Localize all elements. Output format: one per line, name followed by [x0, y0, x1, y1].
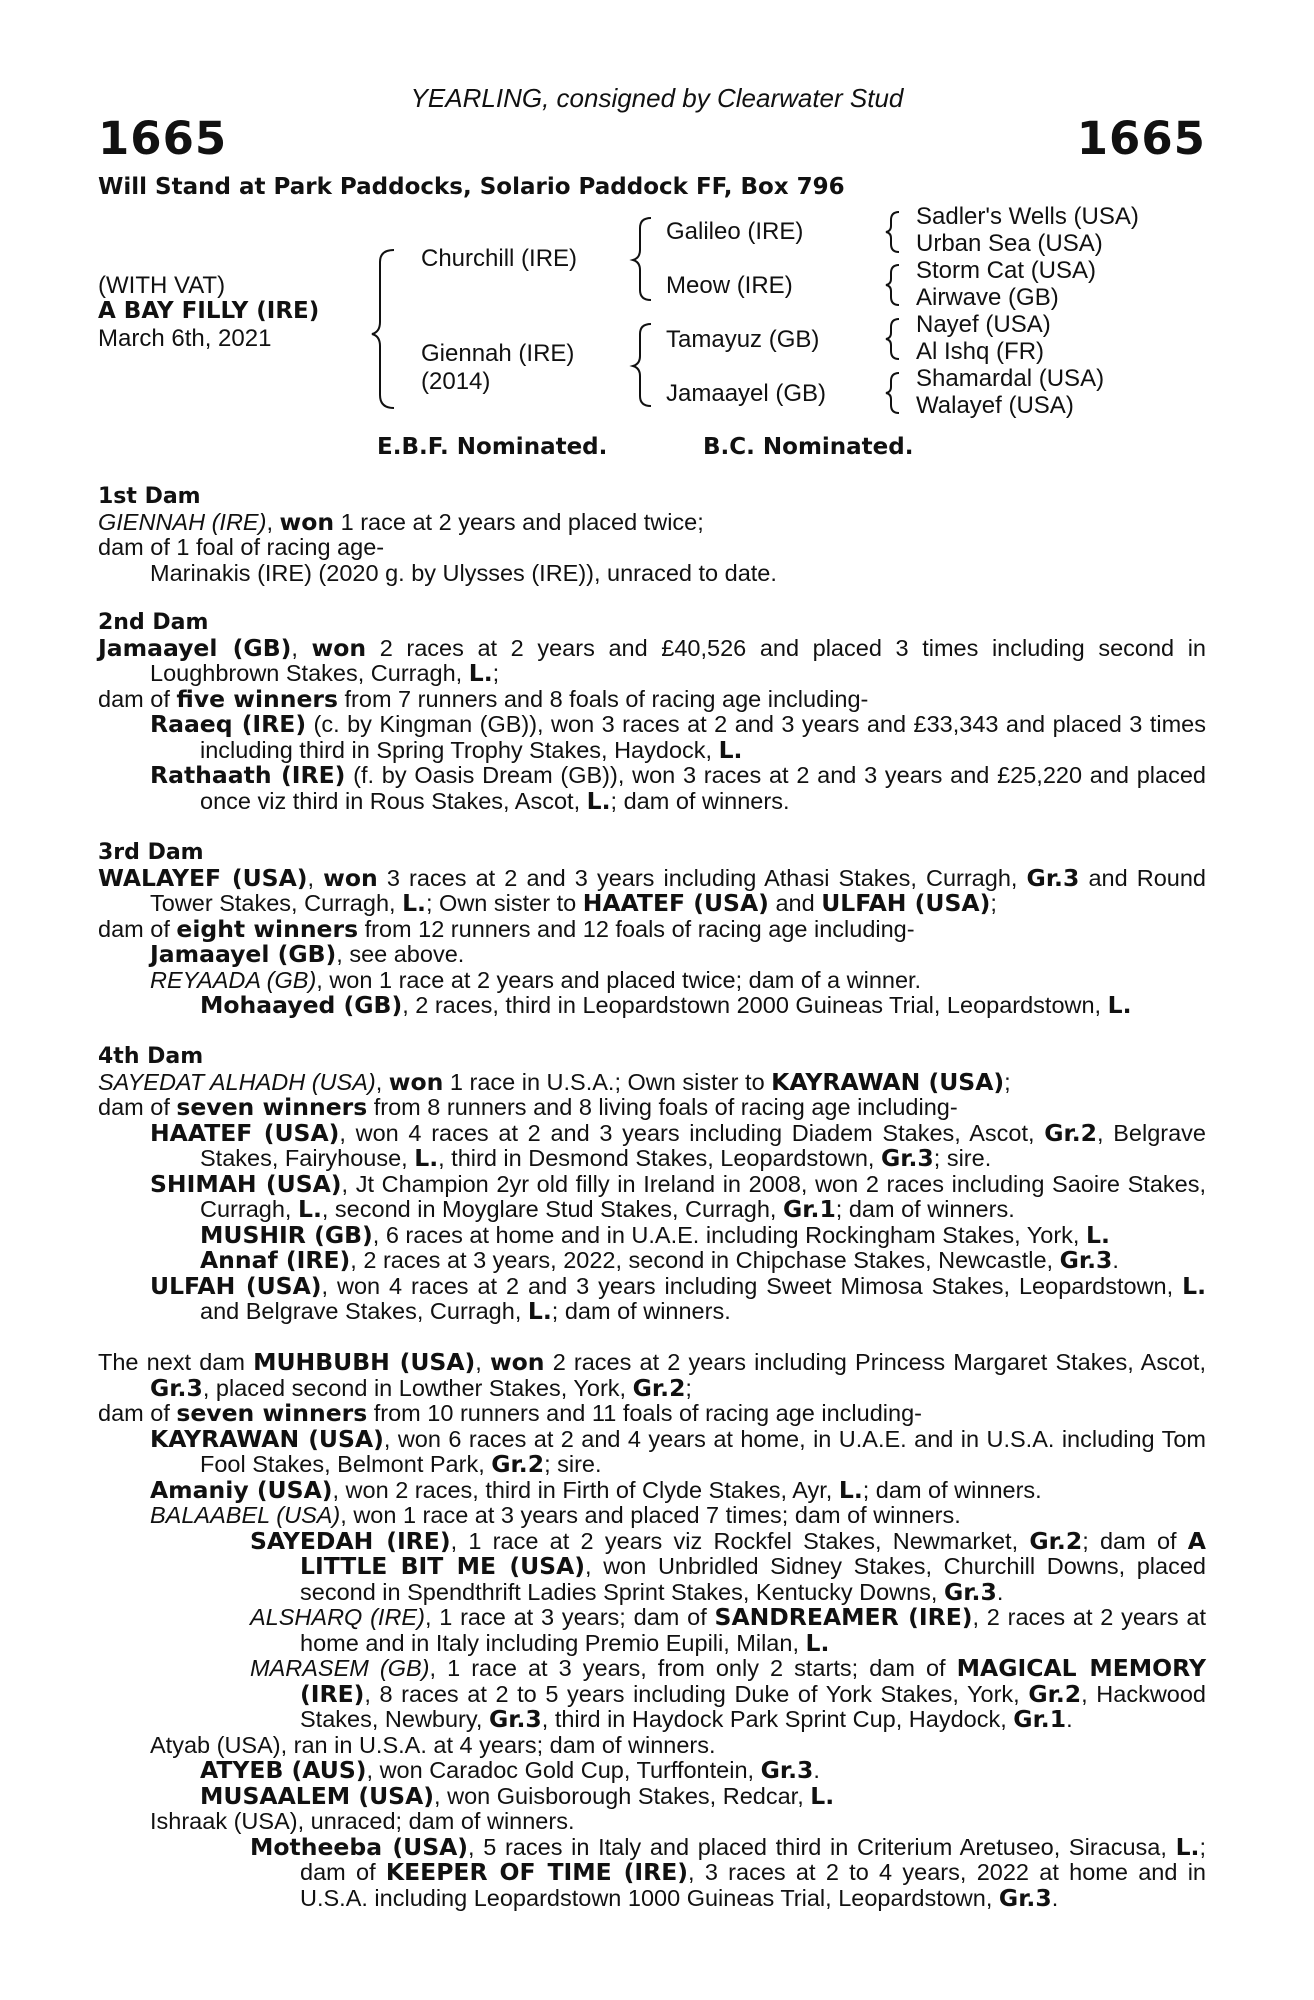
produce-atyeb: ATYEB (AUS), won Caradoc Gold Cup, Turffontein, Gr.3.: [200, 1756, 820, 1784]
first-dam-produce: Marinakis (IRE) (2020 g. by Ulysses (IRE)), unraced to date.: [150, 559, 777, 586]
next-dam-record: The next dam MUHBUBH (USA), won 2 races at 2 years including Princess Margaret Stakes, Ascot, Gr.3, placed second in Lowther Stakes, York, Gr.2;: [98, 1348, 1206, 1402]
produce-kayrawan: KAYRAWAN (USA), won 6 races at 2 and 4 years at home, in U.A.E. and in U.S.A. including Tom Fool Stakes, Belmont Park, Gr.2; sire.: [150, 1424, 1206, 1478]
dam-dam: Jamaayel (GB): [666, 380, 827, 407]
dam-year: (2014): [421, 368, 491, 395]
produce-ulfah: ULFAH (USA), won 4 races at 2 and 3 years including Sweet Mimosa Stakes, Leopardstown, L. and Belgrave Stakes, Curragh, L.; dam of winners.: [150, 1271, 1206, 1325]
produce-sayedah: SAYEDAH (IRE), 1 race at 2 years viz Rockfel Stakes, Newmarket, Gr.2; dam of A LITTLE BIT ME (USA), won Unbridled Sidney Stakes, Churchill Downs, placed second in Spendthrift Ladies Sprint Stakes, Kentucky Downs, Gr.3.: [250, 1526, 1206, 1606]
produce-raaeq: Raaeq (IRE) (c. by Kingman (GB)), won 3 races at 2 and 3 years and £33,343 and placed 3 times including third in Spring Trophy Stakes, Haydock, L.: [150, 710, 1206, 764]
stand-location: Will Stand at Park Paddocks, Solario Paddock FF, Box 796: [98, 174, 845, 200]
gen3-1: Sadler's Wells (USA): [916, 203, 1139, 230]
first-dam-section: [98, 484, 1206, 586]
fourth-dam-heading: 4th Dam: [98, 1044, 204, 1069]
gen3-8: Walayef (USA): [916, 392, 1074, 419]
produce-shimah: SHIMAH (USA), Jt Champion 2yr old filly in Ireland in 2008, won 2 races including Saoire Stakes, Curragh, L., second in Moyglare Stud Stakes, Curragh, Gr.1; dam of winners.: [150, 1169, 1206, 1223]
first-dam-heading: 1st Dam: [98, 484, 201, 509]
produce-amaniy: Amaniy (USA), won 2 races, third in Firth of Clyde Stakes, Ayr, L.; dam of winners.: [150, 1475, 1042, 1504]
third-dam-section: [98, 840, 1206, 1019]
dam-sire: Tamayuz (GB): [666, 326, 820, 353]
gen3-4: Airwave (GB): [916, 284, 1059, 311]
produce-mushir: MUSHIR (GB), 6 races at home and in U.A.E. including Rockingham Stakes, York, L.: [200, 1220, 1110, 1249]
fourth-dam-section: [98, 1044, 1206, 1325]
third-dam-winners: dam of eight winners from 12 runners and 12 foals of racing age including-: [98, 914, 915, 943]
consignment-line: YEARLING, consigned by Clearwater Stud: [410, 83, 904, 113]
second-dam-record: Jamaayel (GB), won 2 races at 2 years and £40,526 and placed 3 times including second in Loughbrown Stakes, Curragh, L.;: [98, 633, 1207, 687]
produce-ishraak: Ishraak (USA), unraced; dam of winners.: [150, 1808, 575, 1834]
ebf-nominated: E.B.F. Nominated.: [377, 434, 608, 460]
second-dam-section: [98, 610, 1206, 814]
vat-note: (WITH VAT): [98, 272, 226, 299]
sire: Churchill (IRE): [421, 245, 578, 272]
first-dam-line: GIENNAH (IRE), won 1 race at 2 years and placed twice;: [98, 507, 704, 536]
gen3-3: Storm Cat (USA): [916, 257, 1097, 284]
bc-nominated: B.C. Nominated.: [703, 434, 914, 460]
produce-jamaayel: Jamaayel (GB), see above.: [150, 940, 465, 968]
first-dam-foals: dam of 1 foal of racing age-: [98, 534, 385, 560]
sire-dam: Meow (IRE): [666, 272, 793, 299]
next-dam-winners: dam of seven winners from 10 runners and 11 foals of racing age including-: [98, 1399, 922, 1427]
lot-number-right: 1665: [1076, 112, 1206, 165]
gen3-5: Nayef (USA): [916, 311, 1051, 338]
produce-haatef: HAATEF (USA), won 4 races at 2 and 3 years including Diadem Stakes, Ascot, Gr.2, Belgrave Stakes, Fairyhouse, L., third in Desmond Stakes, Leopardstown, Gr.3; sire.: [150, 1118, 1206, 1172]
produce-atyab: Atyab (USA), ran in U.S.A. at 4 years; dam of winners.: [150, 1731, 716, 1758]
produce-rathaath: Rathaath (IRE) (f. by Oasis Dream (GB)), won 3 races at 2 and 3 years and £25,220 and placed once viz third in Rous Stakes, Ascot, L.; dam of winners.: [150, 761, 1206, 815]
second-dam-heading: 2nd Dam: [98, 610, 209, 635]
produce-alsharq: ALSHARQ (IRE), 1 race at 3 years; dam of SANDREAMER (IRE), 2 races at 2 years at home and in Italy including Premio Eupili, Milan, L.: [250, 1603, 1206, 1657]
gen3-6: Al Ishq (FR): [916, 338, 1045, 365]
fourth-dam-record: SAYEDAT ALHADH (USA), won 1 race in U.S.A.; Own sister to KAYRAWAN (USA);: [98, 1067, 1011, 1096]
produce-reyaada: REYAADA (GB), won 1 race at 2 years and placed twice; dam of a winner.: [150, 966, 922, 993]
next-dam-section: [98, 1350, 1206, 1911]
gen3-7: Shamardal (USA): [916, 365, 1105, 392]
gen3-2: Urban Sea (USA): [916, 230, 1103, 257]
lot-number-left: 1665: [98, 112, 228, 165]
produce-annaf: Annaf (IRE), 2 races at 3 years, 2022, second in Chipchase Stakes, Newcastle, Gr.3.: [200, 1246, 1119, 1274]
sire-sire: Galileo (IRE): [666, 218, 804, 245]
produce-musaalem: MUSAALEM (USA), won Guisborough Stakes, Redcar, L.: [200, 1781, 835, 1810]
produce-motheeba: Motheeba (USA), 5 races in Italy and placed third in Criterium Aretuseo, Siracusa, L.; dam of KEEPER OF TIME (IRE), 3 races at 2 to 4 years, 2022 at home and in U.S.A. including Leopardstown 1000 Guineas Trial, Leopardstown, Gr.3.: [250, 1832, 1206, 1912]
produce-marasem: MARASEM (GB), 1 race at 3 years, from only 2 starts; dam of MAGICAL MEMORY (IRE), 8 races at 2 to 5 years including Duke of York Stakes, York, Gr.2, Hackwood Stakes, Newbury, Gr.3, third in Haydock Park Sprint Cup, Haydock, Gr.1.: [250, 1654, 1206, 1733]
third-dam-heading: 3rd Dam: [98, 840, 204, 865]
foaling-date: March 6th, 2021: [98, 325, 272, 352]
produce-balaabel: BALAABEL (USA), won 1 race at 3 years and placed 7 times; dam of winners.: [150, 1502, 961, 1528]
third-dam-record: WALAYEF (USA), won 3 races at 2 and 3 years including Athasi Stakes, Curragh, Gr.3 and Round Tower Stakes, Curragh, L.; Own sister to HAATEF (USA) and ULFAH (USA);: [98, 863, 1207, 917]
produce-mohaayed: Mohaayed (GB), 2 races, third in Leopardstown 2000 Guineas Trial, Leopardstown, L.: [200, 991, 1132, 1019]
horse-name: A BAY FILLY (IRE): [98, 298, 320, 324]
second-dam-winners: dam of five winners from 7 runners and 8 foals of racing age including-: [98, 684, 869, 713]
fourth-dam-winners: dam of seven winners from 8 runners and 8 living foals of racing age including-: [98, 1093, 958, 1121]
dam: Giennah (IRE): [421, 340, 575, 367]
